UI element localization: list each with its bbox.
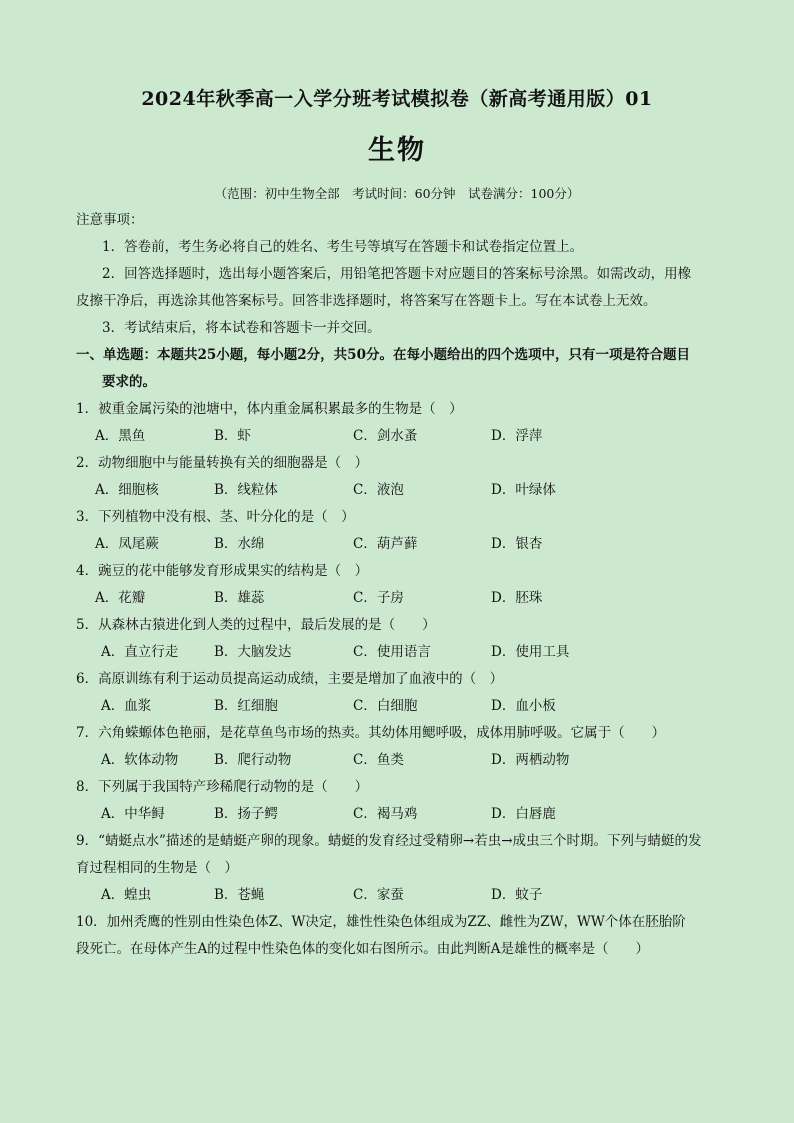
question-5-options	[76, 639, 726, 666]
option-a: A．软体动物	[101, 752, 179, 768]
question-6-stem: 6．高原训练有利于运动员提高运动成绩，主要是增加了血液中的（ ）	[76, 671, 504, 687]
option-d: D．银杏	[491, 536, 543, 552]
option-b: B．线粒体	[214, 482, 278, 498]
option-d: D．蚊子	[491, 887, 543, 903]
option-a: A．血浆	[101, 698, 152, 714]
question-2-stem: 2．动物细胞中与能量转换有关的细胞器是（ ）	[76, 455, 369, 471]
option-b: B．大脑发达	[214, 644, 292, 660]
question-8-stem: 8．下列属于我国特产珍稀爬行动物的是（ ）	[76, 779, 369, 795]
question-10-stem-cont: 段死亡。在母体产生A的过程中性染色体的变化如右图所示。由此判断A是雄性的概率是（ ）	[76, 941, 649, 957]
note-item-1: 1．答卷前，考生务必将自己的姓名、考生号等填写在答题卡和试卷指定位置上。	[102, 239, 584, 255]
option-c: C．家蚕	[353, 887, 404, 903]
question-5-stem: 5．从森林古猿进化到人类的过程中，最后发展的是（ ）	[76, 617, 436, 633]
option-b: B．虾	[214, 428, 251, 444]
option-b: B．雄蕊	[214, 590, 265, 606]
question-7-options	[76, 747, 726, 774]
option-b: B．水绵	[214, 536, 265, 552]
question-1-options	[76, 423, 726, 450]
section-heading-line2: 要求的。	[102, 374, 156, 390]
option-b: B．红细胞	[214, 698, 278, 714]
option-d: D．浮萍	[491, 428, 543, 444]
notes-heading: 注意事项：	[76, 212, 144, 228]
option-a: A．黑鱼	[95, 428, 146, 444]
option-a: A．直立行走	[101, 644, 179, 660]
section-heading-line1: 一、单选题：本题共25小题，每小题2分，共50分。在每小题给出的四个选项中，只有一项是符合题目	[76, 347, 690, 363]
question-9-stem-cont: 育过程相同的生物是（ ）	[76, 860, 238, 876]
option-d: D．使用工具	[491, 644, 570, 660]
option-a: A．中华鲟	[101, 806, 165, 822]
option-c: C．使用语言	[353, 644, 431, 660]
note-item-2: 2．回答选择题时，选出每小题答案后，用铅笔把答题卡对应题目的答案标号涂黑。如需改动，用橡	[102, 266, 692, 282]
option-d: D．两栖动物	[491, 752, 570, 768]
note-item-2-cont: 皮擦干净后，再选涂其他答案标号。回答非选择题时，将答案写在答题卡上。写在本试卷上无效。	[76, 293, 657, 309]
notes-block	[76, 207, 726, 342]
question-2-options	[76, 477, 726, 504]
question-1-stem: 1．被重金属污染的池塘中，体内重金属积累最多的生物是（ ）	[76, 401, 463, 417]
option-a: A．蝗虫	[101, 887, 152, 903]
option-d: D．血小板	[491, 698, 556, 714]
question-9-options	[76, 882, 726, 909]
option-d: D．白唇鹿	[491, 806, 556, 822]
option-c: C．剑水蚤	[353, 428, 418, 444]
option-d: D．叶绿体	[491, 482, 556, 498]
option-c: C．子房	[353, 590, 404, 606]
question-4-stem: 4．豌豆的花中能够发育形成果实的结构是（ ）	[76, 563, 369, 579]
option-c: C．葫芦藓	[353, 536, 418, 552]
question-3-stem: 3．下列植物中没有根、茎、叶分化的是（ ）	[76, 509, 355, 525]
subject-title: 生物	[368, 135, 426, 166]
question-8-options	[76, 801, 726, 828]
question-10-stem: 10．加州秃鹰的性别由性染色体Z、W决定，雄性性染色体组成为ZZ、雌性为ZW，WW个体在胚胎阶	[76, 914, 686, 930]
note-item-3: 3．考试结束后，将本试卷和答题卡一并交回。	[102, 320, 381, 336]
question-3-options	[76, 531, 726, 558]
option-d: D．胚珠	[491, 590, 543, 606]
option-b: B．爬行动物	[214, 752, 292, 768]
option-a: A．凤尾蕨	[95, 536, 159, 552]
question-6-options	[76, 693, 726, 720]
option-c: C．褐马鸡	[353, 806, 418, 822]
question-7-stem: 7．六角蝾螈体色艳丽，是花草鱼鸟市场的热卖。其幼体用鳃呼吸，成体用肺呼吸。它属于（ ）	[76, 725, 666, 741]
question-9-stem: 9．“蜻蜓点水”描述的是蜻蜓产卵的现象。蜻蜓的发育经过受精卵→若虫→成虫三个时期。下列与蜻蜓的发	[76, 833, 702, 849]
option-c: C．液泡	[353, 482, 404, 498]
exam-title: 2024年秋季高一入学分班考试模拟卷（新高考通用版）01	[141, 88, 653, 110]
option-c: C．鱼类	[353, 752, 404, 768]
option-b: B．苍蝇	[214, 887, 265, 903]
option-a: A．细胞核	[95, 482, 159, 498]
questions-block	[76, 396, 726, 963]
exam-scope: （范围：初中生物全部 考试时间：60分钟 试卷满分：100分）	[214, 186, 580, 201]
option-b: B．扬子鳄	[214, 806, 278, 822]
option-a: A．花瓣	[95, 590, 146, 606]
option-c: C．白细胞	[353, 698, 418, 714]
section-heading	[76, 342, 726, 396]
question-4-options	[76, 585, 726, 612]
